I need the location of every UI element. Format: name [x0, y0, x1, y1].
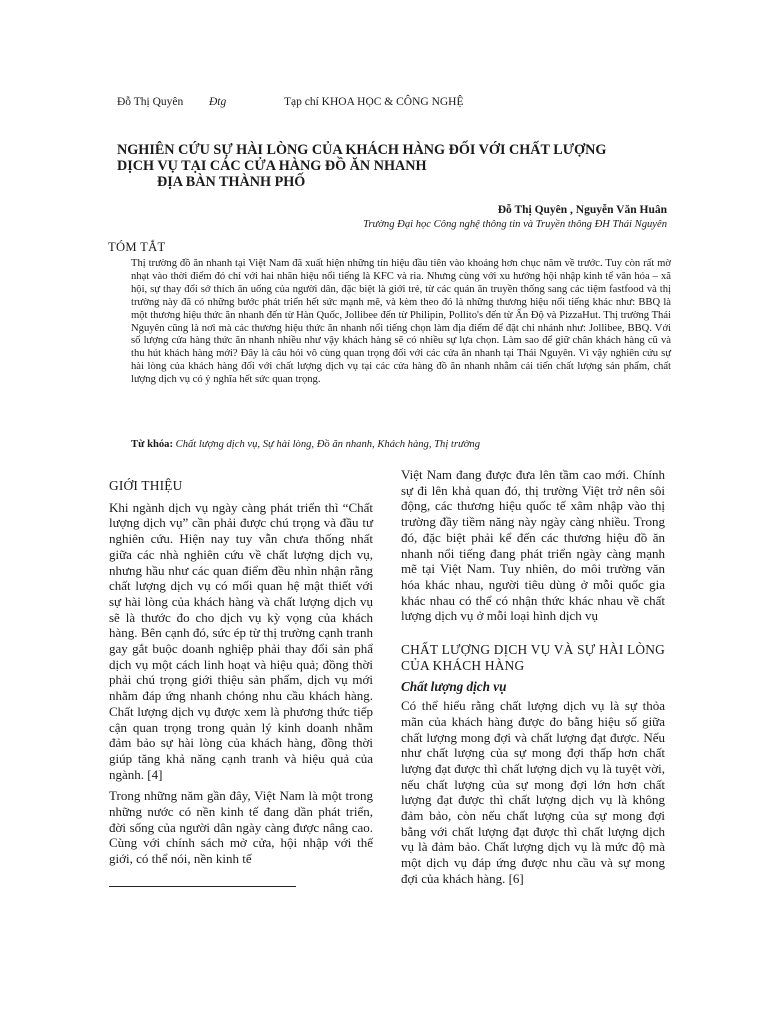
keywords-label: Từ khóa: — [131, 439, 173, 450]
right-column — [401, 467, 665, 893]
author-names: Đỗ Thị Quyên , Nguyễn Văn Huân — [497, 204, 667, 216]
abstract-text: Thị trường đồ ăn nhanh tại Việt Nam đã xuất hiện những tín hiệu đầu tiên vào khoảng hơn chục năm về trước. Tuy còn rất mờ nhạt vào thời điểm đó chỉ với hai nhãn hiệu nổi tiếng là KFC và ria. Nhưng cùng với xu hướng hội nhập kinh tế văn hóa – xã hội, sự thay đổi sở thích ăn uống của người dân, đặc biệt là giới trẻ, từ các quán ăn truyền thống sang các tiệm fastfood và thị trường này đã có những bước phát triển hết sức mạnh mẽ, và kèm theo đó là những thương hiệu nổi tiếng khác như: BBQ là một thương hiệu thức ăn nhanh đến từ Hàn Quốc, Jollibee đến từ Philipin, Pollito's đến từ Ấn Độ và PizzaHut. Thị trường Thái Nguyên cũng là nơi mà các thương hiệu thức ăn nhanh nổi tiếng chọn làm địa điểm để đặt chi nhánh như: Jollibee, BBQ. Với số lượng cửa hàng thức ăn nhanh nhiều như vậy khách hàng sẽ có nhiều sự lựa chọn. Làm sao để giữ chân khách hàng cũ và thu hút khách hàng mới? Đây là câu hỏi vô cùng quan trọng đối với các cửa ăn nhanh tại Thái Nguyên. Vì vậy nghiên cứu sự hài lòng của khách hàng đối với chất lượng dịch vụ tại các cửa hàng đồ ăn nhanh nhằm cải tiến chất lượng sản phẩm, chất lượng dịch vụ có ý nghĩa hết sức quan trọng. — [131, 258, 671, 386]
keywords-list: Chất lượng dịch vụ, Sự hài lòng, Đồ ăn nhanh, Khách hàng, Thị trường — [175, 439, 481, 450]
section2-subheading: Chất lượng dịch vụ — [401, 679, 507, 695]
intro-paragraph-2: Trong những năm gần đây, Việt Nam là một trong những nước có nền kinh tế đang dần phát triển, đời sống của người dân ngày càng được nâng cao. Cùng với chính sách mở cửa, hội nhập với thế giới, có thể nói, nền kinh tế — [109, 788, 373, 867]
author-affiliation: Trường Đại học Công nghệ thông tin và Truyền thông ĐH Thái Nguyên — [363, 219, 667, 230]
footnote-rule — [109, 886, 296, 887]
section2-paragraph-1: Có thể hiểu rằng chất lượng dịch vụ là sự thỏa mãn của khách hàng được đo bằng hiệu số giữa chất lượng mong đợi và chất lượng đạt được. Nếu như chất lượng của sự mong đợi thấp hơn chất lượng đạt được thì chất lượng dịch vụ là tuyệt vời, nếu chất lượng của sự mong đợi lớn hơn chất lượng đạt được thì chất lượng dịch vụ là không đảm bảo, còn nếu chất lượng của sự mong đợi bằng với chất lượng đạt được thì chất lượng dịch vụ là đảm bảo. Chất lượng dịch vụ là mức độ mà một dịch vụ đáp ứng được nhu cầu và sự mong đợi của khách hàng. [6] — [401, 698, 665, 886]
abstract-heading: TÓM TẮT — [108, 240, 166, 254]
title-line-1: NGHIÊN CỨU SỰ HÀI LÒNG CỦA KHÁCH HÀNG ĐỐI VỚI CHẤT LƯỢNG — [117, 142, 607, 158]
paper-title — [117, 142, 677, 190]
header-author: Đỗ Thị Quyên — [117, 96, 184, 108]
title-line-3: ĐỊA BÀN THÀNH PHỐ — [157, 174, 306, 190]
keywords-line — [131, 439, 671, 450]
section2-heading: CHẤT LƯỢNG DỊCH VỤ VÀ SỰ HÀI LÒNG CỦA KHÁCH HÀNG — [401, 642, 665, 673]
header-journal: Tạp chí KHOA HỌC & CÔNG NGHỆ — [284, 96, 464, 108]
intro-paragraph-1: Khi ngành dịch vụ ngày càng phát triển thì “Chất lượng dịch vụ” cần phải được chú trọng và đầu tư nghiên cứu. Hiện nay tuy vẫn chưa thống nhất giữa các nhà nghiên cứu về chất lượng dịch vụ, nhưng hầu như các quan điểm đều nhìn nhận rằng chất lượng dịch vụ có mối quan hệ mật thiết với sự hài lòng của khách hàng và chất lượng dịch vụ sẽ là thước đo cho dịch vụ kỳ vọng của khách hàng. Bên cạnh đó, sức ép từ thị trường cạnh tranh gay gắt buộc doanh nghiệp phải thay đổi sản phẩ dịch vụ một cách linh hoạt và hiệu quả; đồng thời phải chú trọng giới thiệu sản phẩm, dịch vụ mới nhằm đáp ứng nhanh chóng nhu cầu khách hàng. Chất lượng dịch vụ được xem là phương thức tiếp cận quan trọng trong quản lý kinh doanh nhằm đảm bảo sự hài lòng của khách hàng, đồng thời giúp tăng khả năng cạnh tranh và hiệu quả của ngành. [4] — [109, 499, 373, 782]
intro-paragraph-3: Việt Nam đang được đưa lên tầm cao mới. Chính sự đi lên khả quan đó, thị trường Việt trở nên sôi động, các thương hiệu quốc tế xâm nhập vào thị trường đầy tiềm năng này ngày càng nhiều. Trong đó, đặc biệt phải kể đến các thương hiệu đồ ăn nhanh nổi tiếng đang phát triển ngày càng mạnh mẽ tại Việt Nam. Tuy nhiên, do môi trường văn hóa khác nhau, người tiêu dùng ở mỗi quốc gia khác nhau có thể có nhận thức khác nhau về chất lượng dịch vụ ở mỗi loại hình dịch vụ — [401, 467, 665, 624]
left-column — [109, 478, 373, 873]
header-dtg: Đtg — [209, 96, 227, 108]
intro-heading: GIỚI THIỆU — [109, 478, 183, 493]
title-line-2: DỊCH VỤ TẠI CÁC CỬA HÀNG ĐỒ ĂN NHANH — [117, 158, 427, 174]
